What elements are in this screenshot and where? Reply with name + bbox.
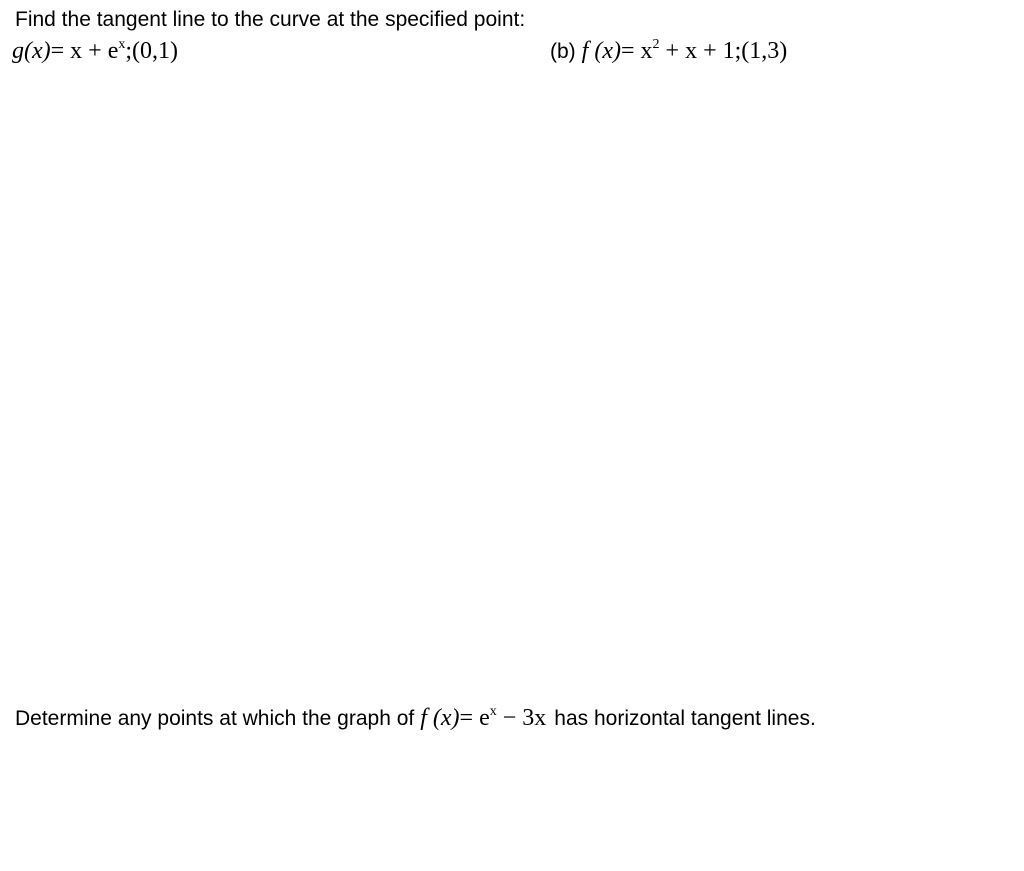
equation-b — [582, 38, 788, 64]
equation-c-rhs: = e — [459, 705, 490, 731]
equation-a-point: ;(0,1) — [125, 38, 179, 64]
problem-c-text-before: Determine any points at which the graph of — [15, 707, 415, 730]
problem-c-text-after: has horizontal tangent lines. — [554, 707, 816, 730]
problem-c — [15, 705, 816, 732]
equation-b-point: ;(1,3) — [734, 38, 788, 64]
equation-c — [420, 705, 546, 731]
equation-a-rhs: = x + e — [50, 38, 119, 64]
equation-b-rhs-suffix: + x + 1 — [659, 38, 735, 64]
heading-text: Find the tangent line to the curve at the specified point: — [15, 8, 526, 31]
equation-a-lhs: g(x) — [12, 38, 51, 64]
equation-b-exponent: 2 — [652, 37, 660, 52]
problem-a — [0, 38, 178, 65]
equation-c-exponent: x — [489, 704, 497, 719]
part-b-label: (b) — [550, 40, 576, 63]
equation-b-rhs: = x — [620, 38, 653, 64]
equation-b-lhs: f (x) — [581, 38, 621, 64]
equation-c-lhs: f (x) — [420, 705, 460, 731]
equation-a — [12, 38, 178, 64]
problem-b — [550, 38, 787, 65]
equation-c-rhs-suffix: − 3x — [496, 705, 547, 731]
equation-a-exponent: x — [118, 37, 126, 52]
